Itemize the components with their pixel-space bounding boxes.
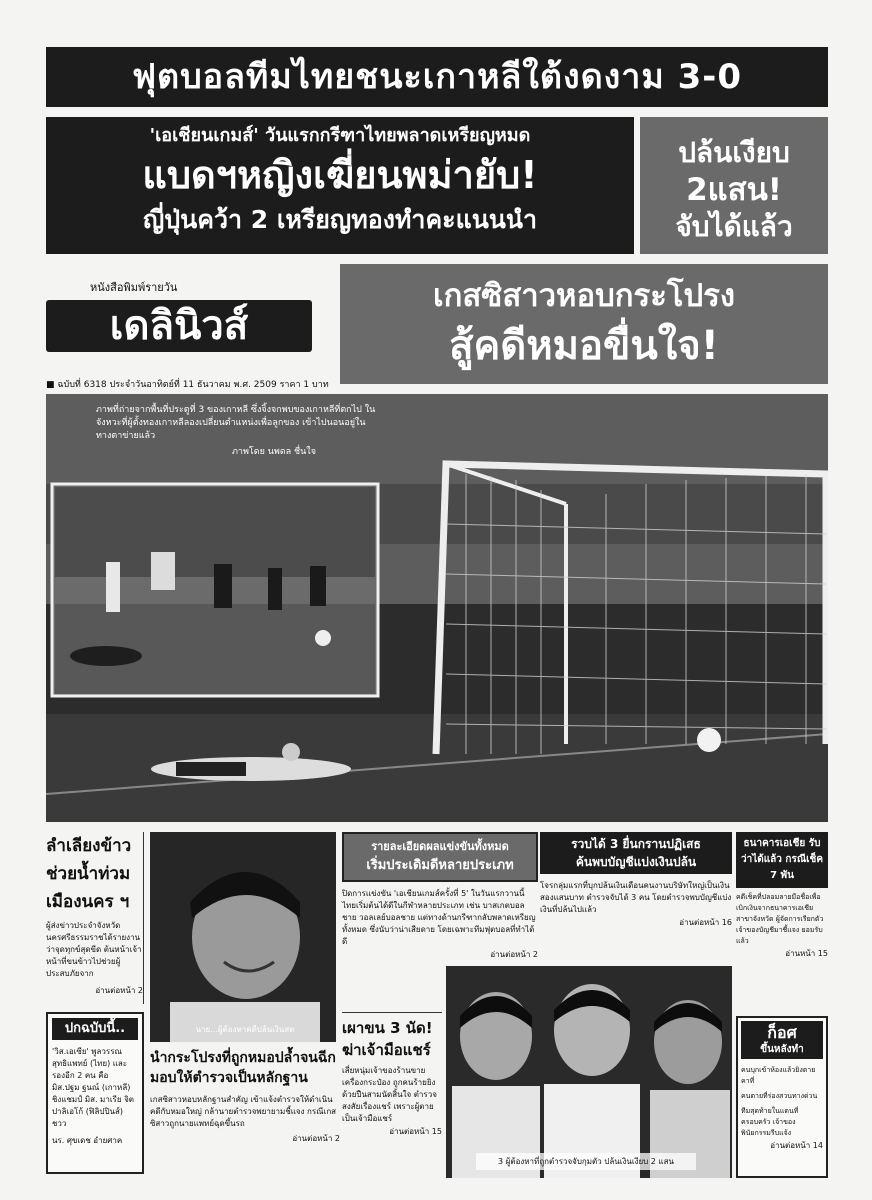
story-burn-ref: อ่านต่อหน้า 15: [389, 1127, 442, 1136]
headline-right-block: [640, 117, 828, 254]
story-skirt-ref: อ่านต่อหน้า 2: [292, 1134, 340, 1143]
masthead-logo: [46, 300, 312, 352]
story-sports-headline-1: รายละเอียดผลแข่งขันทั้งหมด: [371, 840, 509, 853]
headline-left-block: [46, 117, 634, 254]
col4-story: [736, 832, 828, 1012]
story-skirt: [150, 1048, 340, 1178]
headline-left-sub: ญี่ปุ่นคว้า 2 เหรียญทองทำคะแนนนำ: [142, 205, 538, 234]
col1-headline: ลำเลียงข้าว ช่วยน้ำท่วม เมืองนคร ฯ: [46, 836, 132, 912]
col4-box-item-2: คนตายที่ร่องสวนทางด่วน: [741, 1092, 818, 1100]
col1-story: [46, 832, 144, 1004]
portrait-caption: นาย...ผู้ต้องหาคดีปล้นเงินสด: [195, 1025, 295, 1034]
headline-mid-block: [340, 264, 828, 384]
col4-box-item-3: ทีมสุดท้ายในแดนที่ครอบครัว เจ้าของพินัยกรรมรีบแจ้ง: [741, 1107, 799, 1137]
story-burn-headline: เผาขน 3 นัด! ฆ่าเจ้ามือแชร์: [342, 1019, 433, 1059]
suspects-photo: [446, 966, 732, 1178]
main-photo: [46, 394, 828, 822]
story-robbery-headline: [540, 832, 732, 874]
col1-box-ref: นร. ศุขเดช อำยศาค: [52, 1136, 123, 1145]
col1-body: ผู้ส่งข่าวประจำจังหวัดนครศรีธรรมราชได้รายงานว่าจุดทุกข์สุดขีด ต้นหน้าเจ้าหน้าที่ขนข้าวไปช่วยผู้ประสบภัยจาก: [46, 921, 142, 978]
col4-box-heading-2: ขึ้นหลังทำ: [760, 1044, 804, 1055]
story-sports-body: ปิดการแข่งขัน 'เอเชียนเกมส์ครั้งที่ 5' ในวันแรกวานนี้ ไทยเริ่มต้นได้ดีในกีฬาหลายประเภท เช่น บาสเกตบอลชาย วอลเลย์บอลชาย แต่ทางด้านกรีฑากลับพลาดเหรียญทั้งหมด ซึ่งนับว่าน่าเสียดาย โดยเฉพาะทีมฟุตบอลที่ทำได้ดี: [342, 889, 536, 946]
masthead-info: ■ ฉบับที่ 6318 ประจำวันอาทิตย์ที่ 11 ธันวาคม พ.ศ. 2509 ราคา 1 บาท: [46, 380, 329, 390]
story-robbery-ref: อ่านต่อหน้า 16: [679, 918, 732, 927]
story-robbery-body: โจรกลุ่มแรกที่บุกปล้นเงินเดือนคนงานบริษัทใหญ่เป็นเงินสองแสนบาท ตำรวจจับได้ 3 คน โดยตำรวจพบบัญชีแบ่งเงินที่ปล้นไปแล้ว: [540, 881, 732, 914]
headline-right-line-2: 2แสน!: [686, 172, 782, 208]
col4-box: [736, 1016, 828, 1178]
suspects-caption: 3 ผู้ต้องหาที่ถูกตำรวจจับกุมตัว ปล้นเงินเงียบ 2 แสน: [476, 1153, 696, 1170]
story-sports-headline: [342, 832, 538, 882]
top-banner-text: ฟุตบอลทีมไทยชนะเกาหลีใต้งดงาม 3-0: [131, 57, 743, 97]
col1-box: [46, 1012, 144, 1174]
portrait-photo: [150, 832, 336, 1042]
masthead: [46, 264, 334, 390]
headline-mid-line-2: สู้คดีหมอขื่นใจ!: [449, 323, 719, 369]
story-skirt-headline: นำกระโปรงที่ถูกหมอปล้ำจนฉีก มอบให้ตำรวจเป็นหลักฐาน: [150, 1050, 336, 1086]
headline-left-main: แบดฯหญิงเฆี่ยนพม่ายับ!: [142, 153, 538, 197]
main-photo-caption: ภาพที่ถ่ายจากพื้นที่ประตูที่ 3 ของเกาหลี ซึ่งจิ้งจกพบของเกาหลีที่ตกไป ในจังหวะที่ผู้ตั้งทองเกาหลีลองเปลี่ยนตำแหน่งเพื่อลูกของ เข้าไปนอนอยู่ในทางตาข่ายแล้ว: [96, 405, 376, 441]
col4-box-heading: [741, 1021, 823, 1059]
col4-ref: อ่านหน้า 15: [785, 949, 828, 958]
headline-left-kicker: 'เอเชียนเกมส์' วันแรกกรีฑาไทยพลาดเหรียญหมด: [149, 125, 531, 146]
portrait-illustration: [150, 832, 336, 1042]
headline-right-line-1: ปล้นเงียบ: [678, 136, 790, 169]
col4-box-item-1: คนบุกเข้าห้องแล้วยิงตายคาที่: [741, 1066, 816, 1085]
top-banner: [46, 47, 828, 107]
col4-body: คดีเช็คที่ปลอมลายมือชื่อเพื่อเบิกเงินจากธนาคารเอเชีย สาขาจังหวัด ผู้จัดการเรียกตัวเจ้าของบัญชีมาชี้แจง ยอมรับแล้ว: [736, 893, 824, 945]
col4-headline: ธนาคารเอเชีย รับว่าได้แล้ว กรณีเช็ค 7 พัน: [736, 832, 828, 888]
story-burn-body: เสี่ยหนุ่มเจ้าของร้านขายเครื่องกระป๋อง ถูกคนร้ายยิงด้วยปืนสามนัดสิ้นใจ ตำรวจสงสัยเรื่องแชร์ เพราะผู้ตายเป็นเจ้ามือแชร์: [342, 1066, 437, 1123]
main-photo-illustration: [46, 394, 828, 822]
col4-box-heading-1: ก็อศ: [767, 1023, 797, 1042]
story-robbery: [540, 832, 732, 962]
story-sports-ref: อ่านต่อหน้า 2: [490, 950, 538, 959]
story-robbery-headline-2: ค้นพบบัญชีแบ่งเงินปล้น: [575, 855, 697, 869]
story-robbery-headline-1: รวบได้ 3 ยื่นกรานปฏิเสธ: [571, 837, 701, 851]
headline-right-line-3: จับได้แล้ว: [675, 210, 793, 243]
col1-box-heading: ปกฉบับนี้..: [52, 1018, 138, 1040]
col1-box-body: 'วิส.เอเซีย' พูลวรรณ สุทธิแพทย์ (ไทย) และรองอีก 2 คน คือ มิส.ปฐม ฐนณ์ (เกาหลี) ชิงแชมป์ มิส. มาเรีย จิต ปาลิเอโก้ (ฟิลิปปินส์) ชวว: [52, 1047, 134, 1128]
col1-ref: อ่านต่อหน้า 2: [95, 986, 143, 995]
main-photo-credit: ภาพโดย นพดล ชื่นใจ: [232, 447, 316, 457]
story-skirt-body: เกสซิสาวหอบหลักฐานสำคัญ เข้าแจ้งตำรวจให้ดำเนินคดีกับหมอใหญ่ กล้านายตำรวจพยายามชี้แจง กรณีเกสซิสาวถูกนายแพทย์ฉุดขึ้นรถ: [150, 1095, 337, 1128]
col4-box-ref: อ่านต่อหน้า 14: [770, 1141, 823, 1150]
headline-mid-line-1: เกสซิสาวหอบกระโปรง: [433, 278, 735, 314]
story-burn: [342, 1012, 442, 1178]
story-sports: [342, 832, 538, 962]
suspects-illustration: [446, 966, 732, 1178]
masthead-tagline: หนังสือพิมพ์รายวัน: [90, 281, 178, 294]
masthead-name: เดลินิวส์: [109, 303, 249, 349]
story-sports-headline-2: เริ่มประเดิมดีหลายประเภท: [366, 858, 514, 873]
